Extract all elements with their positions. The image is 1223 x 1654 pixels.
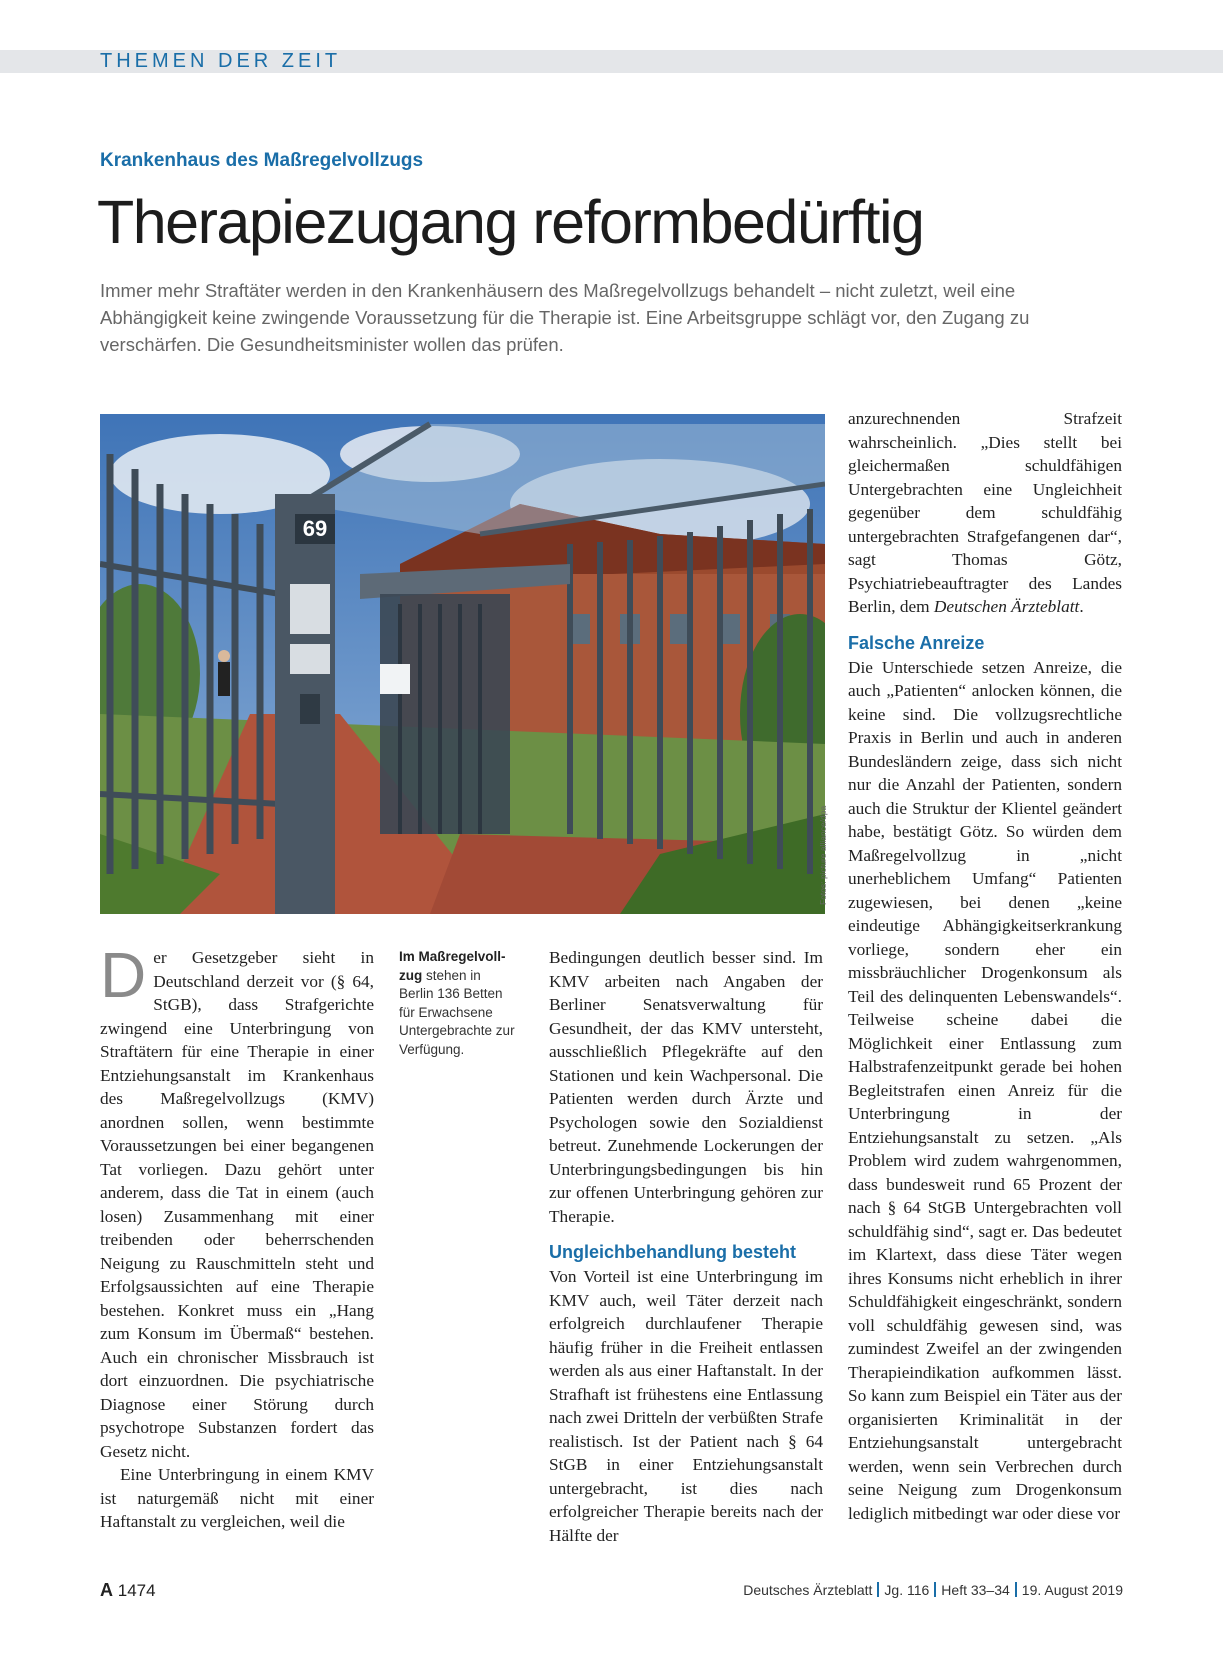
subheading: Falsche Anreize (848, 632, 985, 653)
paragraph: Bedingungen deutlich besser sind. Im KMV arbeiten nach Angaben der Berliner Senatsverwaltung für Gesundheit, der das KMV untersteht, ausschließlich Pflegekräfte auf den Stationen und kein Wachpersonal. Die Patienten werden durch Ärzte und Psychologen sowie den Sozialdienst betreut. Zunehmende Lockerungen der Unterbringungsbedingungen bis hin zur offenen Unterbringung gehören zur Therapie. (549, 948, 823, 1226)
gate-illustration (100, 414, 825, 914)
photo-credit: Fotos: picture alliance/dpa (818, 805, 828, 905)
paragraph-text: er Gesetzgeber sieht in Deutschland derzeit vor (§ 64, StGB), dass Strafgerichte zwingend eine Unterbringung von Straftätern für eine Therapie in einer Entziehungsanstalt im Krankenhaus des Maßregelvollzugs (KMV) anordnen sollen, wenn bestimmte Voraussetzungen bei einer begangenen Tat vorliegen. Dazu gehört unter anderem, dass die Tat in einem (auch losen) Zusammenhang mit einer treibenden oder beherrschenden Neigung zu Rauschmitteln steht und Erfolgsaussichten auf eine Therapie bestehen. Konkret muss ein „Hang zum Konsum im Übermaß“ bestehen. Auch ein chronischer Missbrauch ist dort einzuordnen. Die psychiatrische Diagnose einer Störung durch psychotrope Substanzen fordert das Gesetz nicht. (100, 948, 374, 1461)
journal-title: Deutsches Ärzteblatt (743, 1582, 873, 1598)
separator (1015, 1582, 1017, 1597)
paragraph-end: . (1079, 597, 1084, 616)
article-lead: Immer mehr Straftäter werden in den Krankenhäusern des Maßregelvollzugs behandelt – nicht zuletzt, weil eine Abhängigkeit keine zwingende Voraussetzung für die Therapie ist. Eine Arbeitsgruppe schlägt vor, den Zugang zu verschärfen. Die Gesundheitsminister wollen das prüfen. (100, 280, 1030, 355)
page-number (100, 1580, 156, 1601)
gate-number: 69 (302, 516, 328, 541)
paragraph (100, 939, 374, 1463)
caption-lead: Im Maßregelvollzug (399, 949, 506, 983)
journal-date: 19. August 2019 (1021, 1582, 1123, 1598)
subheading: Ungleichbehandlung besteht (549, 1242, 797, 1262)
journal-issue: Heft 33–34 (941, 1582, 1010, 1598)
text-column-3 (549, 946, 823, 1547)
article-headline: Therapiezugang reformbedürftig (97, 188, 924, 256)
separator (877, 1582, 879, 1597)
article-kicker: Krankenhaus des Maßregelvollzugs (100, 150, 424, 171)
text-column-1 (100, 939, 374, 1534)
caption-text: stehen in Berlin 136 Betten für Erwachsene Untergebrachte zur Verfügung. (399, 967, 515, 1057)
article-photo (100, 414, 825, 914)
journal-name: Deutschen Ärzteblatt (933, 597, 1080, 616)
paragraph-text: anzurechnenden Strafzeit wahrscheinlich. „Dies stellt bei gleichermaßen schuldfähigen Untergebrachten eine Ungleichheit gegenüber dem schuldfähig untergebrachten Strafgefangenen dar“, sagt Thomas Götz, Psychiatriebeauftragter des Landes Berlin, dem (848, 409, 1122, 616)
page-number-value: 1474 (117, 1581, 156, 1600)
paragraph (848, 407, 1122, 619)
paragraph: Eine Unterbringung in einem KMV ist naturgemäß nicht mit einer Haftanstalt zu vergleichen, weil die (100, 1465, 374, 1531)
journal-volume: Jg. 116 (884, 1582, 930, 1598)
journal-footer (743, 1582, 1123, 1598)
section-label: THEMEN DER ZEIT (100, 50, 342, 72)
text-column-4 (848, 407, 1122, 1525)
paragraph: Von Vorteil ist eine Unterbringung im KMV auch, weil Täter derzeit nach erfolgreich durchlaufener Therapie häufig früher in die Freiheit entlassen werden als aus einer Haftanstalt. In der Strafhaft ist frühestens eine Entlassung nach zwei Dritteln der verbüßten Strafe realistisch. Ist der Patient nach § 64 StGB in einer Entziehungsanstalt untergebracht, ist dies nach erfolgreicher Therapie bereits nach der Hälfte der (549, 1267, 823, 1545)
photo-caption (399, 948, 519, 1059)
drop-cap: D (100, 939, 147, 1011)
paragraph: Die Unterschiede setzen Anreize, die auch „Patienten“ anlocken können, die keine sind. Die vollzugsrechtliche Praxis in Berlin und auch in anderen Bundesländern zeige, dass sich nicht nur die Anzahl der Patienten, sondern auch die Struktur der Klientel geändert habe, bestätigt Götz. So würden dem Maßregelvollzug in „nicht unerheblichem Umfang“ Patienten zugewiesen, bei denen „keine eindeutige Abhängigkeitserkrankung vorliege, sondern eher ein missbräuchlicher Drogenkonsum als Teil des delinquenten Lebenswandels“. Teilweise scheine dabei die Möglichkeit einer Entlassung zum Halbstrafenzeitpunkt gerade bei hohen Begleitstrafen einen Anreiz für die Unterbringung in der Entziehungsanstalt zu setzen. „Als Problem wird zudem wahrgenommen, dass bundesweit rund 65 Prozent der nach § 64 StGB Untergebrachten voll schuldfähig sind“, sagt er. Das bedeutet im Klartext, dass diese Täter wegen ihres Konsums nicht erheblich in ihrer Schuldfähigkeit eingeschränkt, sondern voll schuldfähig gewesen sind, was zumindest Zweifel an der zwingenden Therapieindikation aufkommen lässt. So kann zum Beispiel ein Täter aus der organisierten Kriminalität in der Entziehungsanstalt untergebracht werden, wenn sein Verbrechen durch seine Neigung zum Drogenkonsum lediglich mitbedingt war oder diese vor (848, 657, 1122, 1523)
page-letter: A (100, 1580, 113, 1600)
separator (934, 1582, 936, 1597)
